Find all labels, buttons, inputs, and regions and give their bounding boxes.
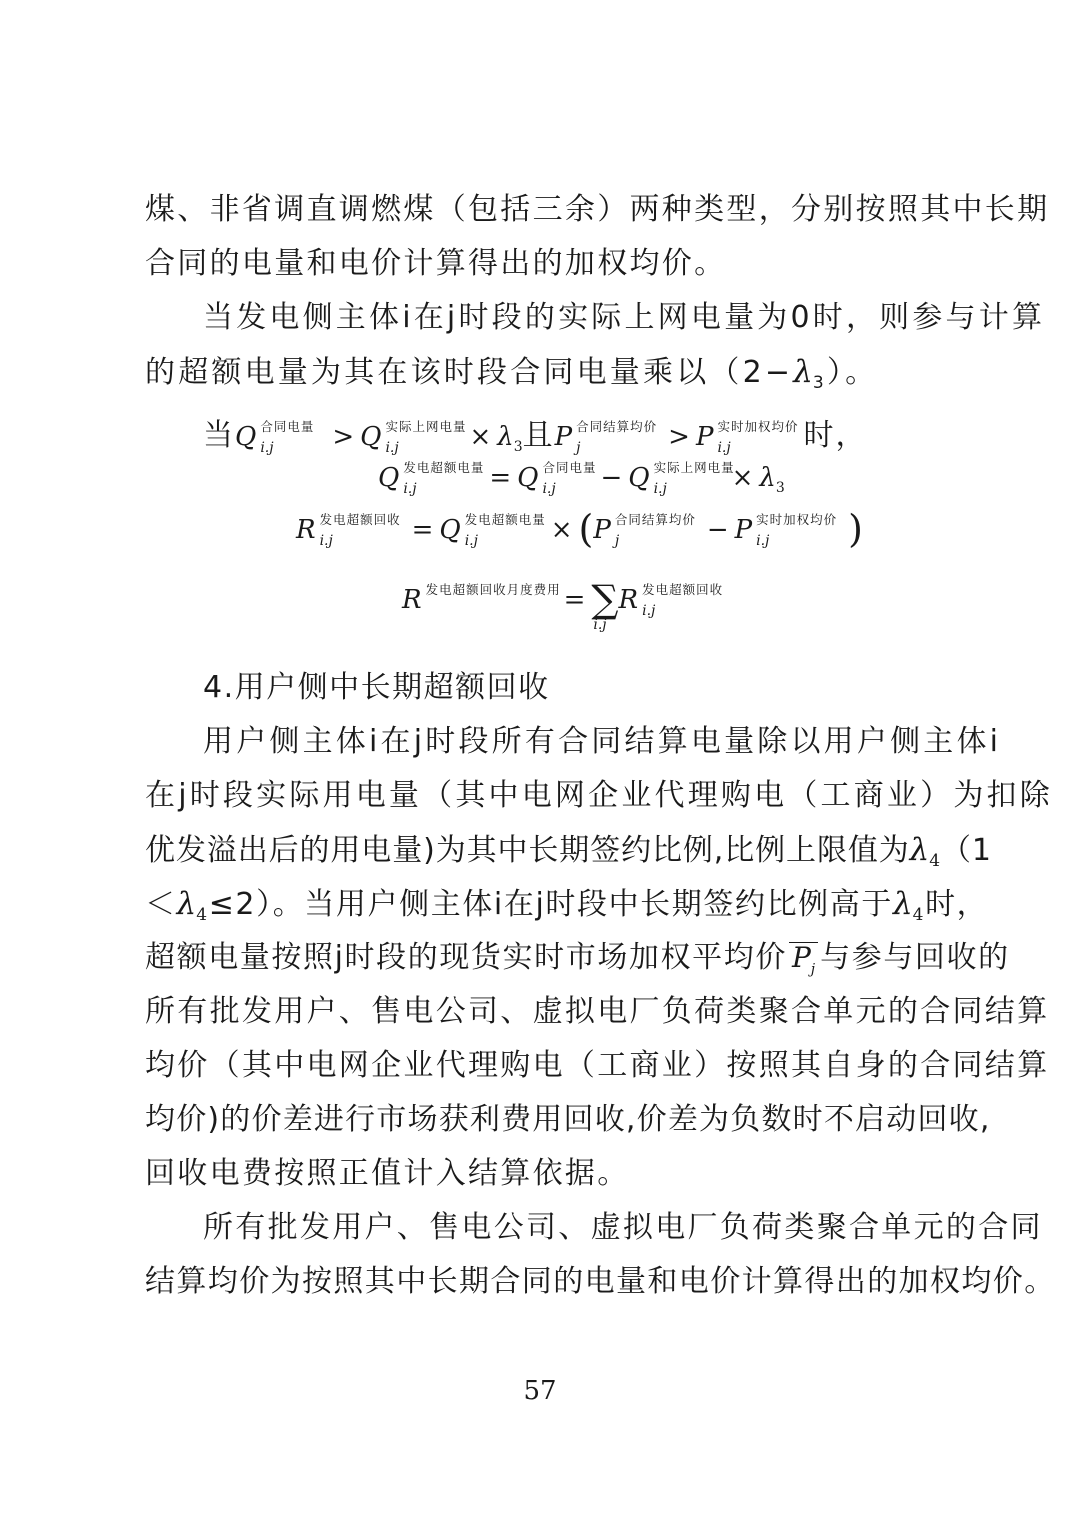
text-run: ）。 [826,355,879,390]
var-subscript: i.j [653,481,667,497]
text-line: 合同的电量和电价计算得出的加权均价。 [145,246,727,281]
lambda-symbol: λ [176,886,197,922]
price-subscript: j [810,961,816,978]
var-letter: Q [439,515,461,545]
text-line [145,938,1010,985]
var-subscript: i.j [385,440,399,456]
average-price-symbol [789,942,818,985]
var-subscript: i.j [756,533,770,549]
var-letter: P [734,515,753,545]
var-letter: Q [517,463,539,493]
formula-variable [734,512,838,549]
var-subscript: i.j [717,440,731,456]
var-letter: Q [628,463,650,493]
var-superscript: 发电超额回收 [319,512,401,527]
text-line: 煤、非省调直调燃煤（包括三余）两种类型，分别按照其中长期 [145,192,1050,227]
formula-operator: = [563,585,586,615]
var-superscript: 发电超额电量 [464,512,546,527]
formula-lambda: λ [497,422,514,452]
formula-variable [360,419,467,456]
formula-operator: × [731,463,754,493]
text-line: 所有批发用户、售电公司、虚拟电厂负荷类聚合单元的合同结算 [145,994,1050,1029]
var-letter: R [402,585,422,615]
text-line: 所有批发用户、售电公司、虚拟电厂负荷类聚合单元的合同 [203,1210,1043,1245]
formula-excess-recovery [296,507,863,551]
text-run: 与参与回收的 [820,940,1010,975]
text-line [145,352,945,403]
formula-operator: × [550,515,573,545]
var-subscript: j [576,440,581,456]
var-superscript: 发电超额回收 [642,582,724,597]
var-superscript: 实际上网电量 [653,460,735,475]
var-subscript: j [614,533,620,549]
text-line [145,884,989,935]
price-letter: P [791,941,811,974]
formula-variable [593,512,696,549]
formula-variable [439,512,546,549]
text-line: 回收电费按照正值计入结算依据。 [145,1156,630,1191]
sum-subscript: i.j [593,617,607,633]
lambda-subscript: 3 [812,373,827,393]
text-run: 优发溢出后的用电量)为其中长期签约比例,比例上限值为 [145,833,910,868]
formula-paren: ) [848,507,863,551]
text-line: 结算均价为按照其中长期合同的电量和电价计算得出的加权均价。 [145,1264,1056,1299]
formula-operator: = [411,515,434,545]
formula-monthly-sum [402,577,724,633]
var-subscript: i.j [542,481,556,497]
text-run: （1 [941,833,992,868]
var-letter: R [618,585,639,615]
var-subscript: i.j [403,481,417,497]
formula-paren: ( [578,507,594,551]
text-line: 均价（其中电网企业代理购电（工商业）按照其自身的合同结算 [145,1048,1050,1083]
var-letter: P [593,515,611,545]
formula-lambda: λ [759,463,776,493]
text-line: 用户侧主体i在j时段所有合同结算电量除以用户侧主体i [203,724,1002,759]
text-line: 在j时段实际用电量（其中电网企业代理购电（工商业）为扣除 [145,778,1053,813]
formula-operator: > [332,422,355,452]
text-line: 均价)的价差进行市场获利费用回收,价差为负数时不启动回收, [145,1102,991,1137]
section-heading: 4.用户侧中长期超额回收 [203,670,550,705]
formula-condition [203,410,867,455]
formula-operator: = [489,463,512,493]
var-subscript: i.j [464,533,478,549]
formula-operator: × [469,422,492,452]
text-line: 当发电侧主体i在j时段的实际上网电量为0时，则参与计算 [203,300,1046,335]
text-run: 时， [925,887,989,922]
var-letter: P [554,422,573,452]
formula-variable [695,419,799,456]
var-subscript: i.j [642,603,656,619]
var-superscript: 合同结算均价 [576,419,658,434]
formula-variable [554,419,658,456]
formula-variable [235,419,315,456]
var-subscript: i.j [260,440,274,456]
lambda-symbol: λ [793,354,813,390]
formula-variable [618,582,724,619]
lambda-subscript: 4 [912,905,926,925]
page-number: 57 [523,1376,557,1406]
var-superscript: 实时加权均价 [717,419,799,434]
formula-excess-quantity [378,460,785,497]
text-run: 的超额电量为其在该时段合同电量乘以（2− [145,355,794,390]
var-superscript: 实时加权均价 [756,512,838,527]
lambda-symbol: λ [892,886,913,922]
formula-text: 当 [203,418,235,453]
var-subscript: i.j [319,533,333,549]
var-superscript: 发电超额回收月度费用 [425,582,561,597]
text-run: 超额电量按照j时段的现货实时市场加权平均价 [145,940,787,975]
lambda-symbol: λ [909,832,930,868]
formula-operator: > [668,422,690,452]
formula-text: 时， [803,418,868,453]
summation [591,577,619,633]
formula-operator: − [706,515,729,545]
var-letter: R [296,515,316,545]
var-letter: Q [235,422,257,452]
formula-variable [517,460,597,497]
text-run: ＜ [145,887,177,922]
formula-variable [628,460,735,497]
formula-text: 且 [522,418,555,453]
var-letter: Q [378,463,400,493]
var-letter: Q [360,422,382,452]
formula-variable [402,582,561,615]
lambda-subscript: 4 [196,905,209,925]
formula-variable [296,512,401,549]
sum-symbol: ∑ [591,577,619,621]
var-letter: P [695,422,714,452]
formula-lambda-index: 3 [775,480,785,497]
formula-lambda-index: 3 [513,439,523,456]
var-superscript: 合同电量 [260,419,315,434]
formula-variable [378,460,485,497]
var-superscript: 合同结算均价 [614,512,696,527]
var-superscript: 发电超额电量 [403,460,485,475]
text-line [145,830,992,881]
lambda-subscript: 4 [929,851,942,871]
formula-operator: − [600,463,623,493]
var-superscript: 合同电量 [542,460,597,475]
var-superscript: 实际上网电量 [385,419,467,434]
text-run: ≤2）。当用户侧主体i在j时段中长期签约比例高于 [208,887,893,922]
